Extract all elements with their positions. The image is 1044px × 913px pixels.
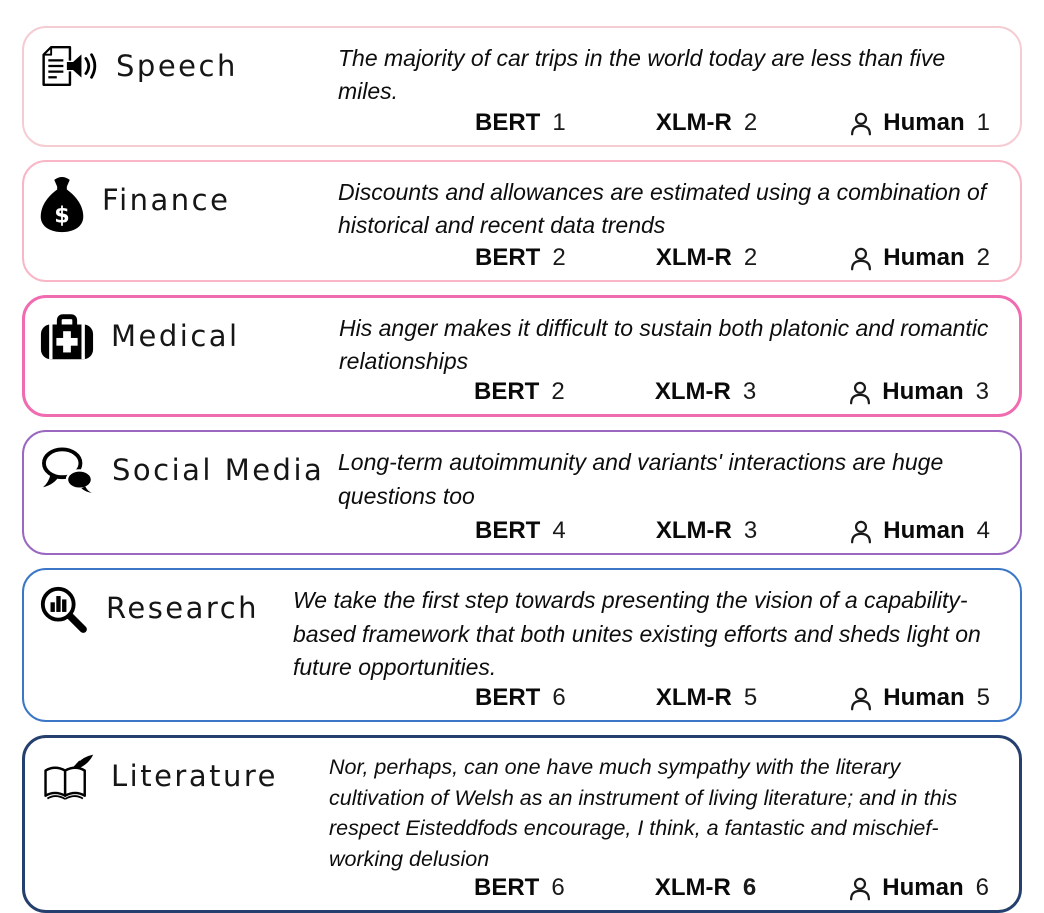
xlmr-label: XLM-R xyxy=(655,684,732,712)
document-speaker-icon xyxy=(38,42,100,90)
domain-label: Finance xyxy=(102,182,231,217)
xlmr-score xyxy=(656,684,757,712)
human-score xyxy=(847,244,990,272)
human-score xyxy=(847,684,990,712)
score-row xyxy=(474,874,989,904)
score-row xyxy=(475,517,990,547)
example-sentence: Nor, perhaps, can one have much sympathy with the literary cultivation of Welsh as an instrument of living literature; and in this respect Eisteddfods encourage, I think, a fantastic and mischief-working delusion xyxy=(329,755,958,871)
human-value: 2 xyxy=(976,243,990,271)
xlmr-value: 2 xyxy=(743,243,758,271)
person-icon xyxy=(846,379,874,407)
xlmr-score xyxy=(656,244,757,272)
book-quill-icon xyxy=(39,752,95,804)
human-score xyxy=(847,109,990,137)
human-label: Human xyxy=(883,243,965,271)
person-icon xyxy=(847,518,875,546)
bert-score xyxy=(474,378,565,406)
xlmr-value: 3 xyxy=(743,517,758,545)
example-sentence: We take the first step towards presenting the vision of a capability-based framework that both unites existing efforts and sheds light on future opportunities. xyxy=(293,587,981,681)
finance-header xyxy=(38,172,338,274)
example-sentence: Discounts and allowances are estimated using a combination of historical and recent data trends xyxy=(338,178,987,239)
xlmr-label: XLM-R xyxy=(654,378,731,406)
magnifier-chart-icon xyxy=(38,584,90,636)
bert-label: BERT xyxy=(475,108,541,136)
bert-value: 2 xyxy=(551,378,565,406)
bert-score xyxy=(475,244,566,272)
xlmr-label: XLM-R xyxy=(655,108,732,136)
bert-value: 6 xyxy=(551,874,565,902)
domain-card-medical xyxy=(22,295,1022,418)
xlmr-value: 5 xyxy=(743,684,758,712)
bert-value: 2 xyxy=(552,243,566,271)
xlmr-score xyxy=(656,109,757,137)
score-row xyxy=(475,684,990,714)
human-label: Human xyxy=(882,874,964,902)
xlmr-score xyxy=(656,517,757,545)
domain-label: Literature xyxy=(111,759,278,794)
xlmr-label: XLM-R xyxy=(655,243,732,271)
svg-text:$: $ xyxy=(54,202,70,229)
xlmr-score xyxy=(655,378,756,406)
bert-label: BERT xyxy=(475,684,541,712)
person-icon xyxy=(847,685,875,713)
person-icon xyxy=(847,110,875,138)
domain-label: Speech xyxy=(116,49,238,83)
example-sentence: Long-term autoimmunity and variants' interactions are huge questions too xyxy=(338,449,944,509)
human-value: 3 xyxy=(975,378,989,406)
social-media-header xyxy=(38,442,338,547)
human-label: Human xyxy=(883,684,965,712)
bert-value: 4 xyxy=(552,517,566,545)
human-value: 5 xyxy=(976,684,990,712)
human-label: Human xyxy=(882,378,964,406)
score-row xyxy=(475,109,990,139)
first-aid-kit-icon xyxy=(39,312,95,362)
domain-card-speech xyxy=(22,26,1022,147)
bert-score xyxy=(474,874,565,902)
domain-card-finance xyxy=(22,160,1022,282)
xlmr-score xyxy=(655,874,756,902)
bert-label: BERT xyxy=(475,517,541,545)
xlmr-label: XLM-R xyxy=(655,517,732,545)
score-row xyxy=(475,244,990,274)
research-header xyxy=(38,580,293,714)
human-value: 1 xyxy=(976,108,990,136)
bert-score xyxy=(475,684,566,712)
domain-card-social-media xyxy=(22,430,1022,555)
medical-header xyxy=(39,308,339,409)
domain-card-research xyxy=(22,568,1022,722)
human-value: 6 xyxy=(975,874,989,902)
bert-value: 1 xyxy=(552,108,566,136)
bert-label: BERT xyxy=(474,874,540,902)
human-score xyxy=(846,378,989,406)
bert-score xyxy=(475,109,566,137)
money-bag-icon xyxy=(38,176,86,234)
chat-bubbles-icon xyxy=(38,446,96,494)
xlmr-value: 2 xyxy=(743,108,758,136)
speech-header xyxy=(38,38,338,139)
human-score xyxy=(847,517,990,545)
domain-label: Social Media xyxy=(112,453,325,488)
person-icon xyxy=(846,875,874,903)
xlmr-value: 3 xyxy=(742,378,757,406)
xlmr-value: 6 xyxy=(742,874,757,902)
bert-score xyxy=(475,517,566,545)
bert-value: 6 xyxy=(552,684,566,712)
human-label: Human xyxy=(883,517,965,545)
literature-header xyxy=(39,748,329,904)
score-row xyxy=(474,378,989,408)
domain-card-literature xyxy=(22,735,1022,913)
human-value: 4 xyxy=(976,517,990,545)
domain-label: Medical xyxy=(111,318,240,353)
human-score xyxy=(846,874,989,902)
bert-label: BERT xyxy=(474,378,540,406)
example-sentence: The majority of car trips in the world today are less than five miles. xyxy=(338,45,946,105)
bert-label: BERT xyxy=(475,243,541,271)
xlmr-label: XLM-R xyxy=(654,874,731,902)
person-icon xyxy=(847,245,875,273)
human-label: Human xyxy=(883,108,965,136)
domain-label: Research xyxy=(106,591,260,626)
example-sentence: His anger makes it difficult to sustain both platonic and romantic relationships xyxy=(339,314,989,375)
